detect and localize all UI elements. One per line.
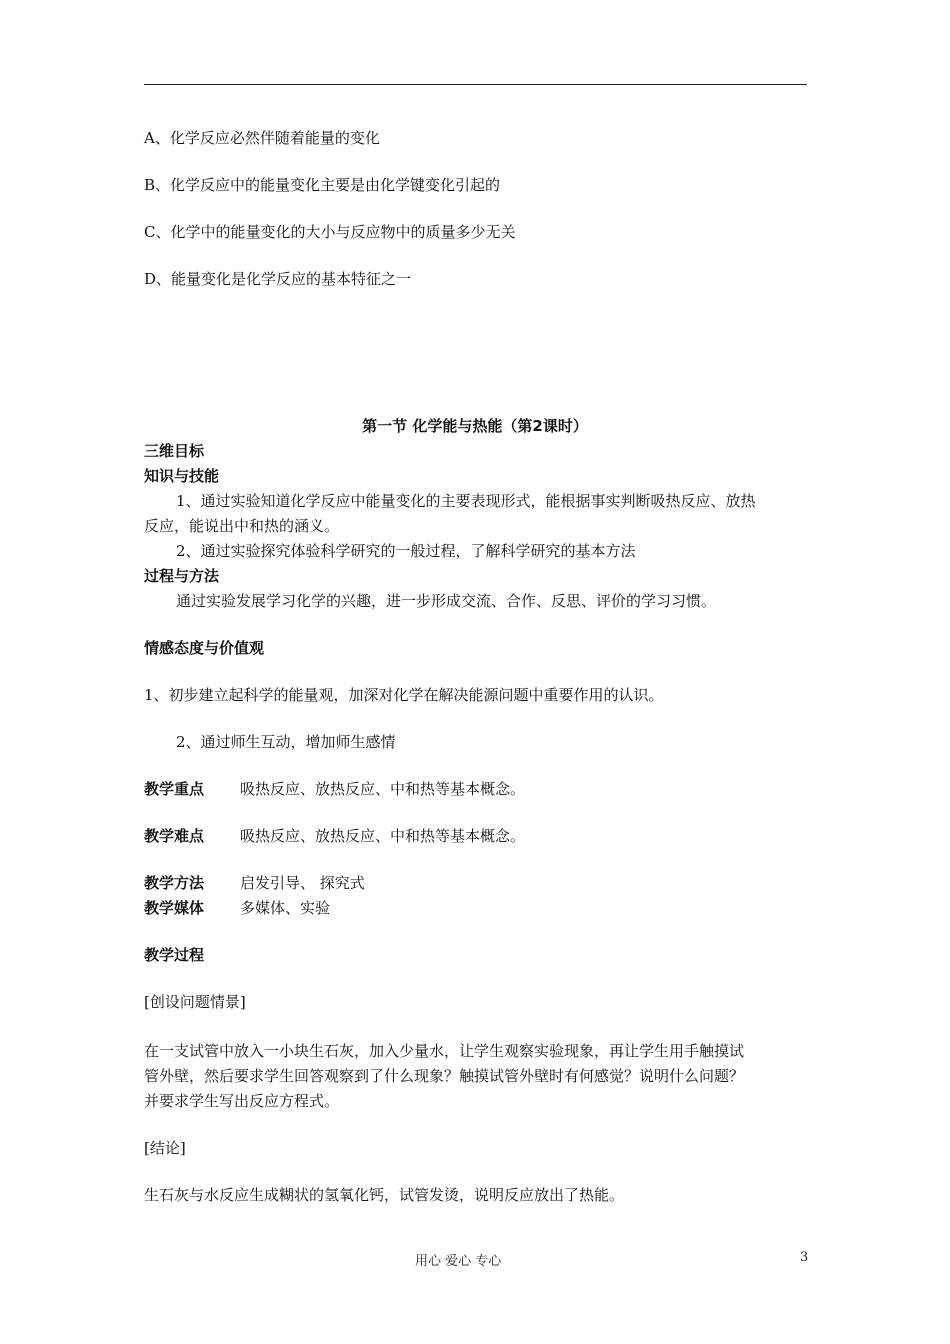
objectives-heading: 三维目标 xyxy=(144,442,205,460)
emotion-heading: 情感态度与价值观 xyxy=(144,639,265,657)
footer-slogan: 用心 爱心 专心 xyxy=(415,1254,502,1269)
emotion-item-2: 2、通过师生互动，增加师生感情 xyxy=(176,733,396,751)
key-points-label: 教学重点 xyxy=(144,780,205,798)
process-text: 通过实验发展学习化学的兴趣，进一步形成交流、合作、反思、评价的学习习惯。 xyxy=(176,592,717,610)
scenario-label: [创设问题情景] xyxy=(144,993,246,1011)
method-text: 启发引导、 探究式 xyxy=(240,874,365,892)
media-label: 教学媒体 xyxy=(144,899,205,917)
method-label: 教学方法 xyxy=(144,874,205,892)
knowledge-item-2: 2、通过实验探究体验科学研究的一般过程，了解科学研究的基本方法 xyxy=(176,542,636,560)
emotion-item-1: 1、初步建立起科学的能量观，加深对化学在解决能源问题中重要作用的认识。 xyxy=(144,686,664,704)
media-text: 多媒体、实验 xyxy=(240,899,331,917)
scenario-line-3: 并要求学生写出反应方程式。 xyxy=(144,1092,340,1110)
conclusion-text: 生石灰与水反应生成糊状的氢氧化钙，试管发烫，说明反应放出了热能。 xyxy=(144,1186,625,1204)
knowledge-heading: 知识与技能 xyxy=(144,467,220,485)
section-title: 第一节 化学能与热能（第2课时） xyxy=(362,417,588,435)
knowledge-item-1-cont: 反应，能说出中和热的涵义。 xyxy=(144,517,340,535)
difficulty-text: 吸热反应、放热反应、中和热等基本概念。 xyxy=(240,827,526,845)
difficulty-label: 教学难点 xyxy=(144,827,205,845)
option-c: C、化学中的能量变化的大小与反应物中的质量多少无关 xyxy=(144,223,516,241)
scenario-line-1: 在一支试管中放入一小块生石灰，加入少量水，让学生观察实验现象，再让学生用手触摸试 xyxy=(144,1042,745,1060)
process-heading: 过程与方法 xyxy=(144,567,220,585)
process-label: 教学过程 xyxy=(144,946,205,964)
option-a: A、化学反应必然伴随着能量的变化 xyxy=(144,129,380,147)
key-points-text: 吸热反应、放热反应、中和热等基本概念。 xyxy=(240,780,526,798)
conclusion-label: [结论] xyxy=(144,1139,186,1157)
page-number: 3 xyxy=(800,1250,809,1265)
scenario-line-2: 管外壁，然后要求学生回答观察到了什么现象？触摸试管外壁时有何感觉？说明什么问题？ xyxy=(144,1067,745,1085)
knowledge-item-1: 1、通过实验知道化学反应中能量变化的主要表现形式，能根据事实判断吸热反应、放热 xyxy=(176,492,756,510)
option-b: B、化学反应中的能量变化主要是由化学键变化引起的 xyxy=(144,176,501,194)
header-rule xyxy=(144,84,807,85)
option-d: D、能量变化是化学反应的基本特征之一 xyxy=(144,270,412,288)
